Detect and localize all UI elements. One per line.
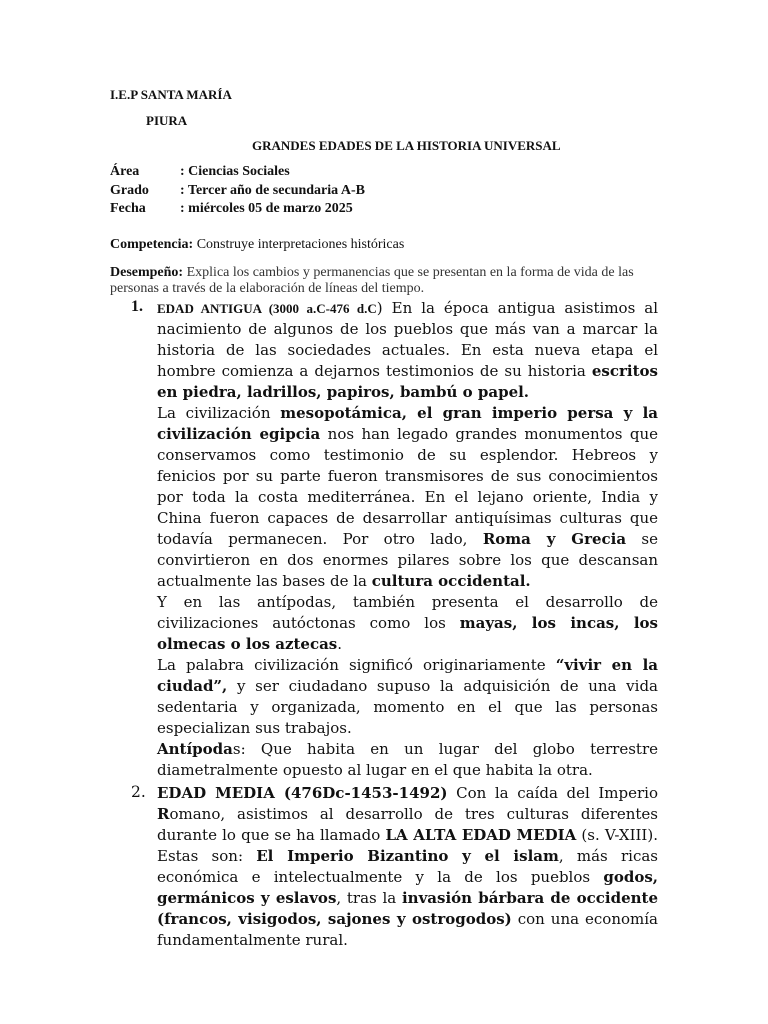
bold-run: mayas, los incas, los olmecas o los aztecas [157,614,658,653]
bold-run: escritos en piedra, ladrillos, papiros, bambú o papel. [157,362,658,401]
bold-run: R [157,805,170,823]
item-heading: EDAD ANTIGUA (3000 a.C-476 d.C [157,301,377,316]
paragraph [157,655,658,739]
paragraph [157,783,658,951]
field-label: Área [110,164,140,179]
text-run: con una economía fundamentalmente rural. [157,910,658,949]
field-value: : Tercer año de secundaria A-B [180,183,365,198]
list-number: 2. [131,783,146,801]
school-name: I.E.P SANTA MARÍA [110,87,232,102]
text-run: (s. V-XIII). Estas son: [157,826,658,865]
desempeno-text: Explica los cambios y permanencias que se presentan en la forma de vida de las personas a través de la elaboración de líneas del tiempo. [110,265,634,296]
text-run: La palabra civilización significó originariamente [157,656,556,674]
paragraph [157,592,658,655]
text-run: se convirtieron en dos enormes pilares sobre los que descansan actualmente las bases de la [157,530,659,590]
text-run: ) En la época antigua asistimos al nacimiento de algunos de los pueblos que más van a marcar la historia de las sociedades actuales. En esta nueva etapa el hombre comienza a dejarnos testimonios de su historia [157,299,658,380]
text-run: , tras la [336,889,402,907]
text-run: , más ricas económica e intelectualmente y la de los pueblos [157,847,658,886]
bold-run: “vivir en la ciudad”, [157,656,659,695]
paragraph [157,739,658,781]
desempeno-label: Desempeño: [110,265,184,280]
field-value: : miércoles 05 de marzo 2025 [180,201,353,216]
desempeno-line [110,265,660,297]
text-run: La civilización [157,404,281,422]
text-run: nos han legado grandes monumentos que conservamos como testimonio de su esplendor. Hebreos y fenicios por su parte fueron transmisores de sus conocimientos por toda la costa mediterránea. En el lejano oriente, India y China fueron capaces de desarrollar antiquísimas culturas que todavía permanecen. Por otro lado, [157,425,658,548]
bold-run: godos, germánicos y eslavos [157,868,658,907]
text-run: Y en las antípodas, también presenta el desarrollo de civilizaciones autóctonas como los [157,593,658,632]
field-grado [110,183,365,199]
list-item-edad-antigua [131,298,659,781]
field-label: Fecha [110,201,146,216]
text-run: omano, asistimos al desarrollo de tres culturas diferentes durante lo que se ha llamado [157,805,658,844]
paragraph [157,298,658,403]
bold-run: mesopotámica, el gran imperio persa y la civilización egipcia [157,404,658,443]
bold-run: El Imperio Bizantino y el islam [256,847,559,865]
bold-run: Roma y Grecia [482,530,627,548]
bold-run: invasión bárbara de occidente (francos, visigodos, sajones y ostrogodos) [157,889,658,928]
competencia-line [110,237,404,253]
paragraph [157,403,658,592]
text-run: . [337,635,343,653]
document-title: GRANDES EDADES DE LA HISTORIA UNIVERSAL [252,138,561,153]
field-fecha [110,201,353,217]
competencia-text: Construye interpretaciones históricas [193,237,405,252]
text-run: s: Que habita en un lugar del globo terrestre diametralmente opuesto al lugar en el que habita la otra. [157,740,658,779]
list-number: 1. [131,298,143,315]
field-value: : Ciencias Sociales [180,164,290,179]
bold-run: Antípoda [157,740,233,758]
competencia-label: Competencia: [110,237,194,252]
field-area [110,164,290,180]
school-city: PIURA [146,113,188,128]
ages-list [131,298,659,951]
text-run: Con la caída del Imperio [447,784,659,802]
field-label: Grado [110,183,149,198]
bold-run: cultura occidental. [371,572,531,590]
item-heading: EDAD MEDIA (476Dc-1453-1492) [157,784,448,802]
bold-run: LA ALTA EDAD MEDIA [385,826,577,844]
text-run: y ser ciudadano supuso la adquisición de una vida sedentaria y organizada, momento en el que las personas especializan sus trabajos. [157,677,658,737]
list-item-edad-media [131,783,659,951]
